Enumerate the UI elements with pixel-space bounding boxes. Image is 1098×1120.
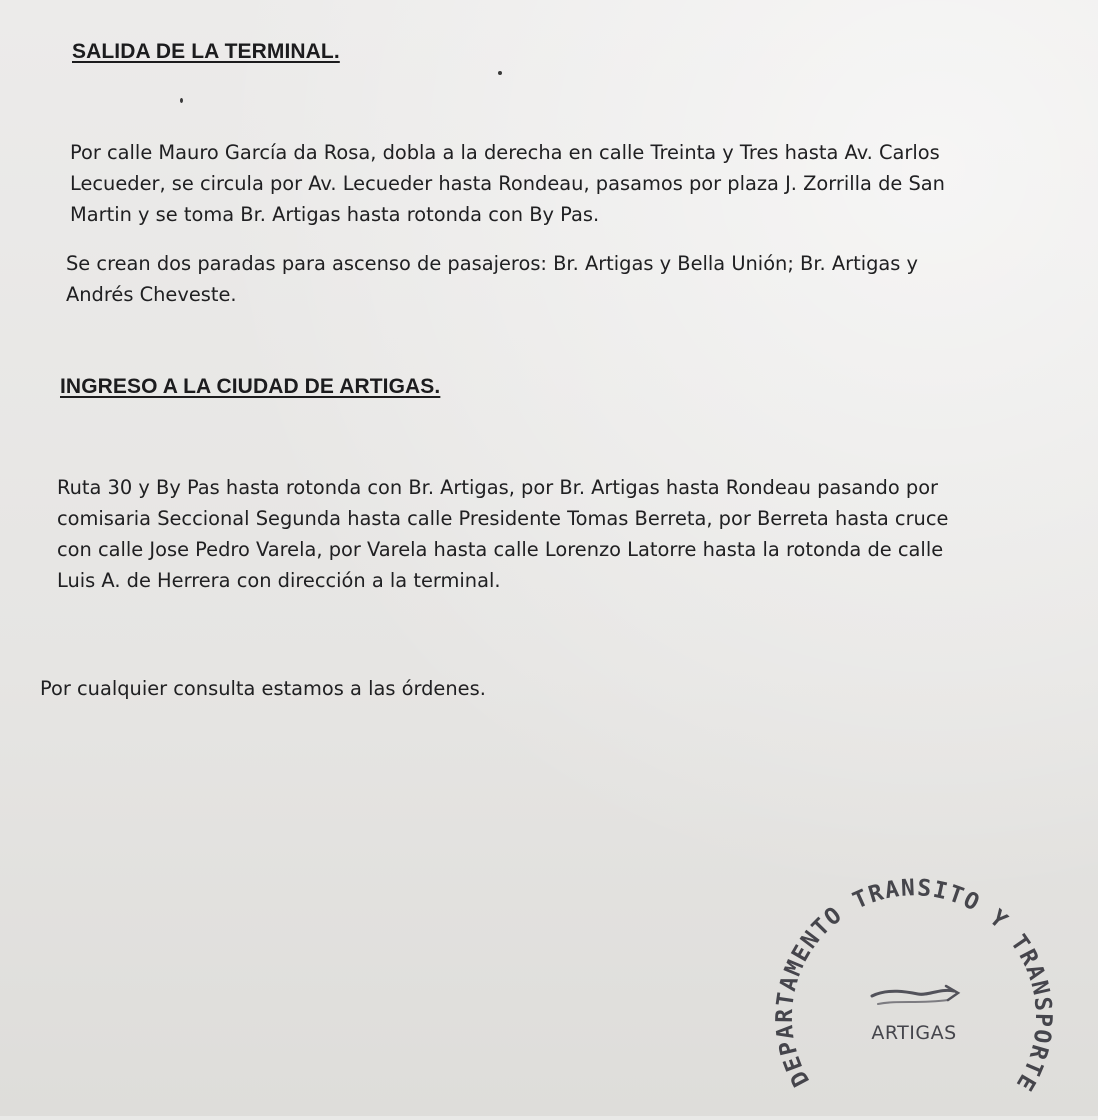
paragraph-stops <box>66 248 918 310</box>
text-line: Ruta 30 y By Pas hasta rotonda con Br. Artigas, por Br. Artigas hasta Rondeau pasando por <box>57 476 939 499</box>
heading-ingreso: INGRESO A LA CIUDAD DE ARTIGAS. <box>60 375 441 398</box>
text-line: Lecueder, se circula por Av. Lecueder hasta Rondeau, pasamos por plaza J. Zorrilla de San <box>70 172 945 195</box>
svg-text:ARTIGAS: ARTIGAS <box>871 1022 957 1044</box>
paper-speck <box>498 71 502 75</box>
heading-salida: SALIDA DE LA TERMINAL. <box>72 40 340 63</box>
stamp-graphic <box>768 876 1068 1116</box>
svg-text:DEPARTAMENTO TRANSITO Y TRANSP: DEPARTAMENTO TRANSITO Y TRANSPORTE <box>771 876 1057 1096</box>
text-line: Martin y se toma Br. Artigas hasta rotonda con By Pas. <box>70 203 600 226</box>
text-line: Andrés Cheveste. <box>66 283 237 306</box>
closing-line <box>40 673 486 704</box>
text-line: Luis A. de Herrera con dirección a la terminal. <box>57 569 501 592</box>
paragraph-route-entry <box>57 472 948 596</box>
text-line: con calle Jose Pedro Varela, por Varela hasta calle Lorenzo Latorre hasta la rotonda de calle <box>57 538 944 561</box>
text-line: Por calle Mauro García da Rosa, dobla a la derecha en calle Treinta y Tres hasta Av. Carlos <box>70 141 940 164</box>
paragraph-route-exit <box>70 137 945 230</box>
text-line: Se crean dos paradas para ascenso de pasajeros: Br. Artigas y Bella Unión; Br. Artigas y <box>66 252 919 275</box>
text-line: comisaria Seccional Segunda hasta calle Presidente Tomas Berreta, por Berreta hasta cruce <box>57 507 949 530</box>
text-line: Por cualquier consulta estamos a las órdenes. <box>40 677 486 700</box>
official-stamp <box>768 876 1068 1116</box>
paper-speck <box>180 98 183 103</box>
